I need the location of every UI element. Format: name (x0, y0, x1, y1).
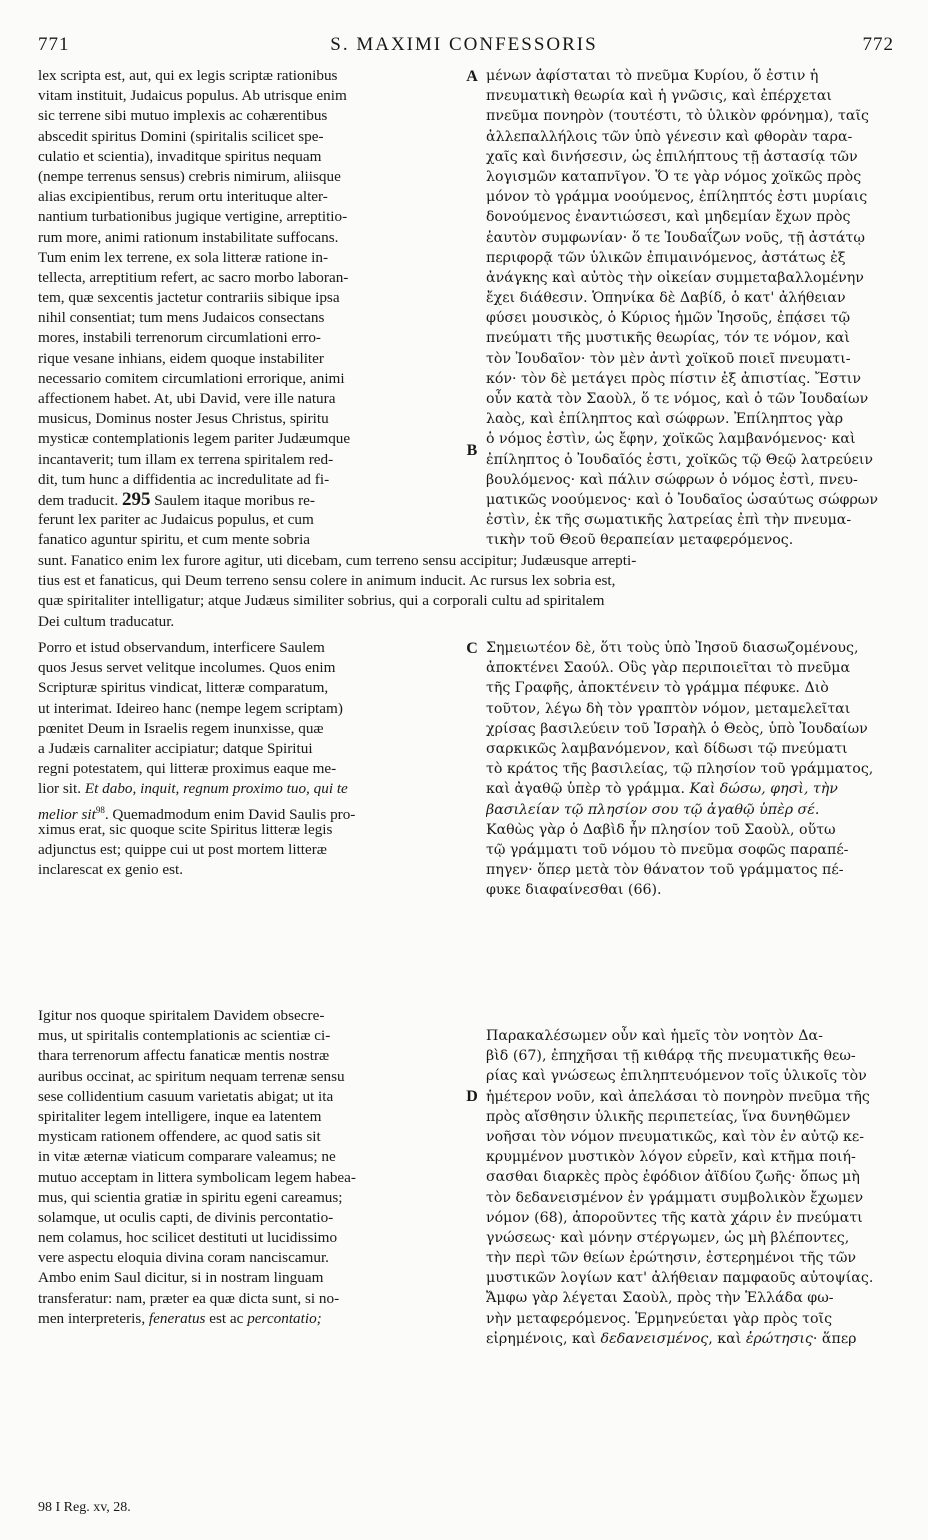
text-line: ἐστὶν, ἐκ τῆς σωματικῆς λατρείας ἐπὶ τὴν πνευμα- (486, 512, 852, 529)
text-line-tail: · ἅπερ (812, 1330, 857, 1347)
italic-word: feneratus (148, 1309, 206, 1327)
text-line: κρυμμένον μυστικὸν λόγον εὑρεῖν, καὶ κτῆμα ποιή- (486, 1149, 856, 1166)
text-line: mutuo acceptam in littera symbolicam legem habea- (38, 1168, 356, 1186)
text-line: vitam instituit, Judaicus populus. Ab utrisque enim (38, 87, 347, 105)
text-line: πνεύματι τῆς μυστικῆς θεωρίας, τόν τε νόμον, καὶ (486, 330, 850, 347)
text-line: ἡμέτερον νοῦν, καὶ ἀπελάσαι τὸ πονηρὸν πνεῦμα τῆς (486, 1088, 870, 1105)
text-line: Igitur nos quoque spiritalem Davidem obsecre- (38, 1007, 325, 1024)
text-line: Porro et istud observandum, interficere Saulem (38, 639, 325, 656)
text-line: μυστικῶν λογίων κατ' ἀλήθειαν παμφαοῦς αὐτοψίας. (486, 1270, 874, 1287)
text-line-mid: , καὶ (708, 1330, 742, 1347)
text-line: νὴν μεταφερόμενος. Ἑρμηνεύεται γὰρ πρὸς τοῖς (486, 1310, 833, 1327)
text-line: ximus erat, sic quoque scite Spiritus litteræ legis (38, 820, 333, 838)
text-line: ματικῶς νοούμενος· καὶ ὁ Ἰουδαῖος ὡσαύτως σώφρων (486, 491, 879, 508)
scripture-quote-end: melior sit (38, 805, 96, 823)
text-line: musicus, Dominus noster Jesus Christus, spiritu (38, 410, 329, 428)
scripture-quote: Et dabo, inquit, regnum proximo tuo, qui te (84, 780, 348, 798)
greek-block-2 (486, 638, 894, 900)
text-line: dit, tum hunc a diffidentia ac incredulitate ad fi- (38, 470, 330, 488)
text-line-mid: est ac (209, 1309, 244, 1327)
text-line: sunt. Fanatico enim lex furore agitur, uti dicebam, cum terreno sensu accipitur; Judæusque arrepti- (38, 552, 637, 569)
text-line: transferatur: nam, præter ea quæ dicta sunt, si no- (38, 1289, 340, 1307)
text-line: mysticæ contemplationis legem pariter Judæumque (38, 430, 351, 448)
text-line: nantium turbationibus jugique vertigine, arreptitio- (38, 208, 348, 226)
text-line: ἀποκτένει Σαούλ. Οὓς γὰρ περιποιεῖται τὸ πνεῦμα (486, 660, 851, 677)
text-line: nihil consentiat; tum mens Judaicos consectans (38, 309, 325, 327)
page-number-295: 295 (121, 488, 151, 510)
text-line: spiritaliter legem intelligere, inque ea latentem (38, 1107, 322, 1125)
right-column-number: 772 (862, 34, 894, 55)
text-line (38, 490, 462, 510)
text-line (486, 779, 894, 799)
text-line: sic terrene sibi mutuo implexis ac cohærentibus (38, 107, 328, 125)
marker-d: D (466, 1088, 478, 1105)
text-line-start: men interpreteris, (38, 1309, 146, 1327)
text-line: lex scripta est, aut, qui ex legis scriptæ rationibus (38, 67, 338, 84)
text-line: ferunt lex pariter ac Judaicus populus, et cum (38, 511, 314, 529)
text-line: βουλόμενος· καὶ πάλιν σώφρων ὁ νόμος ἐστὶ, πνευ- (486, 471, 858, 488)
text-line: tius est et fanaticus, qui Deum terreno sensu colere in animum inducit. Ac rursus lex sobria est, (38, 572, 616, 590)
text-line: τὸν Ἰουδαῖον· τὸν μὲν ἀντὶ χοϊκοῦ ποιεῖ πνευματι- (486, 350, 851, 367)
text-line: Σημειωτέον δὲ, ὅτι τοὺς ὑπὸ Ἰησοῦ διασωζομένους, (486, 640, 859, 656)
text-line: melior sit$^{98}$. Quemadmodum enim David Saulis pro- (38, 804, 356, 823)
text-line: culatio et scientia), invaditque spiritus nequam (38, 147, 322, 165)
text-line-start: καὶ ἀγαθῷ ὑπὲρ τὸ γράμμα. (486, 781, 686, 798)
text-line: δονούμενος ἐναντιώσεσι, καὶ μηδεμίαν ἔχων πρὸς (486, 209, 851, 226)
text-line: vere aspectu eloquia divina coram nanciscamur. (38, 1249, 329, 1267)
text-line: rique vesane inhians, eidem quoque instabiliter (38, 349, 324, 367)
marker-b: B (466, 442, 478, 459)
text-line: adjunctus est; quippe cui ut post mortem litteræ (38, 840, 327, 858)
text-line-start: εἰρημένοις, καὶ (486, 1330, 597, 1347)
italic-word: δεδανεισμένος (600, 1330, 709, 1347)
text-line: in vitæ æternæ viaticum comparare valeamus; ne (38, 1148, 336, 1166)
left-column-number: 771 (38, 34, 70, 55)
text-line: οὖν κατὰ τὸν Σαοὺλ, ὅ τε νόμος, καὶ ὁ τῶν Ἰουδαίων (486, 391, 869, 407)
text-line: νοῆσαι τὸν νόμον πνευματικῶς, καὶ τὸν ἐν αὐτῷ κε- (486, 1128, 865, 1145)
text-line: solamque, ut oculis capti, de divinis percontatio- (38, 1208, 334, 1226)
running-title: S. MAXIMI CONFESSORIS (330, 34, 598, 55)
text-line: χαῖς καὶ δινήσεσιν, ὡς ἐπιλήπτους τῇ ἀστασίᾳ τῶν (486, 148, 858, 165)
text-line: τικὴν τοῦ Θεοῦ θεραπείαν μεταφερόμενος. (486, 532, 794, 549)
latin-block-1 (38, 66, 462, 551)
text-line: μένων ἀφίσταται τὸ πνεῦμα Κυρίου, ὅ ἐστιν ἡ (486, 68, 819, 84)
text-line: πνεῦμα πονηρὸν (τουτέστι, τὸ ὑλικὸν φρόνημα), ταῖς (486, 108, 869, 125)
text-line: πνευματικὴ θεωρία καὶ ἡ γνῶσις, καὶ ἐπέρχεται (486, 88, 832, 105)
text-line: quos Jesus servet velitque incolumes. Quos enim (38, 659, 336, 677)
text-line: ut interimat. Ideireo hanc (nempe legem scriptam) (38, 699, 343, 717)
italic-word: percontatio; (247, 1309, 322, 1327)
italic-word: ἐρώτησις (745, 1330, 813, 1347)
text-line: ὁ νόμος ἐστὶν, ὡς ἔφην, χοϊκῶς λαμβανόμενος· καὶ (486, 431, 856, 448)
text-line: fanatico aguntur spiritu, et cum mente sobria (38, 531, 311, 549)
text-line: σασθαι διαρκὲς πρὸς ἐφόδιον ἀϊδίου ζωῆς· ὅπως μὴ (486, 1169, 860, 1186)
text-line: ἐπίληπτος ὁ Ἰουδαῖός ἐστι, χοϊκῶς τῷ Θεῷ λατρεύειν (486, 451, 874, 468)
text-line: alias excipientibus, rerum ortu interituque alter- (38, 188, 328, 206)
footnote-ref: 98 (95, 804, 105, 815)
text-line: Ἄμφω γὰρ λέγεται Σαοὺλ, πρὸς τὴν Ἑλλάδα φω- (486, 1290, 834, 1307)
text-line: tem, quæ sexcentis jactetur contrariis sibique ipsa (38, 289, 340, 307)
footnote: 98 I Reg. xv, 28. (38, 1500, 131, 1515)
text-line-tail: Saulem itaque moribus re- (154, 491, 315, 509)
text-line: ἔχει διάθεσιν. Ὁπηνίκα δὲ Δαβίδ, ὁ κατ' ἀλήθειαν (486, 290, 846, 307)
text-line: nem colamus, hoc scilicet destituti ut lucidissimo (38, 1229, 338, 1247)
text-line: mus, ut spiritalis contemplationis ac scientiæ ci- (38, 1027, 331, 1045)
text-line (38, 1309, 462, 1329)
text-line: βὶδ (67), ἐπηχῆσαι τῇ κιθάρᾳ τῆς πνευματικῆς θεω- (486, 1048, 856, 1065)
text-line (486, 1329, 894, 1349)
text-line: mus, qui scientia gratiæ in spiritu egeni careamus; (38, 1188, 343, 1206)
text-line: mysticam rationem offendere, ac quod satis sit (38, 1128, 321, 1146)
text-line: τῷ γράμματι τοῦ νόμου τὸ πνεῦμα σοφῶς παραπέ- (486, 841, 849, 858)
text-line: γνώσεως· καὶ μόνην στέργωμεν, ὡς μὴ βλέποντες, (486, 1229, 850, 1246)
text-line: τοῦτον, λέγω δὴ τὸν γραπτὸν νόμον, μεταμελεῖται (486, 700, 851, 717)
text-line: a Judæis carnaliter accipiatur; datque Spiritui (38, 739, 313, 757)
text-line: auribus occinat, ac spiritum nequam terrenæ sensu (38, 1067, 345, 1085)
text-line: φυκε διαφαίνεσθαι (66). (486, 882, 662, 899)
text-line: quæ spiritaliter intelligatur; atque Judæus similiter sobrius, qui a corporali cultu ad spiritalem (38, 592, 605, 610)
text-line: sese collidentium casuum varietatis abigat; ut ita (38, 1087, 334, 1105)
latin-block-2 (38, 638, 462, 880)
text-line: pœnitet Deum in Israelis regem inunxisse, quæ (38, 719, 324, 737)
text-line: inclarescat ex genio est. (38, 861, 184, 879)
greek-block-3 (486, 1026, 894, 1349)
text-line: mores, instabili terrenorum circumlationi erro- (38, 329, 321, 347)
text-line: incantaverit; tum illam ex terrena spiritalem red- (38, 450, 334, 468)
text-line: Παρακαλέσωμεν οὖν καὶ ἡμεῖς τὸν νοητὸν Δα- (486, 1028, 823, 1044)
scripture-quote: Καὶ δώσω, φησὶ, τὴν (689, 781, 838, 798)
text-line: Ambo enim Saul dicitur, si in nostram linguam (38, 1269, 324, 1287)
text-line: abscedit spiritus Domini (spiritalis scilicet spe- (38, 127, 324, 145)
text-line: Καθὼς γὰρ ὁ Δαβὶδ ἦν πλησίον τοῦ Σαοὺλ, οὕτω (486, 821, 836, 838)
text-line: χρίσας βασιλεύειν τοῦ Ἰσραὴλ ὁ Θεὸς, ὑπὸ Ἰουδαίων (486, 720, 868, 737)
text-line: φύσει μουσικὸς, ὁ Κύριος ἡμῶν Ἰησοῦς, ἐπᾴσει τῷ (486, 310, 851, 327)
text-line: ἀνάγκης καὶ αὐτὸς τὴν οἰκείαν συμμεταβαλλομένην (486, 269, 864, 286)
text-line: τὸ κράτος τῆς βασιλείας, τῷ πλησίον τοῦ γράμματος, (486, 761, 874, 778)
text-line: τῆς Γραφῆς, ἀποκτένειν τὸ γράμμα πέφυκε. Διὸ (486, 680, 829, 697)
greek-block-1 (486, 66, 894, 551)
text-line: affectionem habet. At, ubi David, vere ille natura (38, 390, 336, 407)
text-line: τὸν δεδανεισμένον ἐν γράμματι συμβολικὸν ἔχωμεν (486, 1189, 864, 1206)
text-line: Tum enim lex terrene, ex sola litteræ ratione in- (38, 248, 329, 266)
text-line: ρίας καὶ γνώσεως ἐπιληπτευόμενον τοῖς ὑλικοῖς τὸν (486, 1068, 867, 1085)
text-line: rum more, animi rationum instabilitate suffocans. (38, 228, 339, 246)
text-line-start: lior sit. (38, 780, 82, 798)
text-line: σαρκικῶς λαμβανόμενον, καὶ δίδωσι τῷ πνεύματι (486, 740, 848, 757)
text-line: tellecta, arreptitium refert, ac sacro morbo laboran- (38, 268, 349, 286)
text-line: Dei cultum traducatur. (38, 612, 175, 630)
text-line: thara terrenorum affectu fanaticæ mentis nostræ (38, 1047, 330, 1065)
full-width-block (38, 551, 896, 632)
text-line-tail: Quemadmodum enim David Saulis pro- (112, 805, 356, 823)
scripture-quote-end: βασιλείαν τῷ πλησίον σου τῷ ἀγαθῷ ὑπὲρ σέ. (486, 801, 820, 818)
text-line (38, 779, 462, 799)
text-line: περιφορᾷ τῶν ὑλικῶν ἐπιμαινόμενος, ἀστάτως ἐξ (486, 249, 846, 266)
text-line: λαὸς, καὶ ἐπίληπτος καὶ σώφρων. Ἐπίληπτος γὰρ (486, 411, 844, 428)
text-line: regni potestatem, qui litteræ proximus eaque me- (38, 760, 337, 778)
text-line: ἀλλεπαλλήλοις τῶν ὑπὸ γένεσιν καὶ φθορὰν ταρα- (486, 128, 853, 145)
text-line: κόν· τὸν δὲ μετάγει πρὸς πίστιν ἐξ ἀπιστίας. Ἔστιν (486, 370, 861, 387)
text-line: πηγεν· ὅπερ μετὰ τὸν θάνατον τοῦ γράμματος πέ- (486, 862, 844, 879)
text-line: λογισμῶν καταπνῖγον. Ὅ τε γὰρ νόμος χοϊκῶς πρὸς (486, 168, 862, 185)
text-line: μόνον τὸ γράμμα νοούμενος, ἐπίληπτός ἐστι μυρίαις (486, 189, 868, 206)
text-line: ἑαυτὸν συμφωνίαν· ὅ τε Ἰουδαΐζων νοῦς, τῇ ἀστάτῳ (486, 229, 865, 246)
text-line: πρὸς αἴσθησιν ὑλικῆς περιπετείας, ἵνα δυνηθῶμεν (486, 1108, 851, 1125)
marker-c: C (466, 640, 478, 657)
text-line: necessario comitem circumlationi errorique, animi (38, 369, 345, 387)
text-line: Scripturæ spiritus vindicat, litteræ comparatum, (38, 679, 329, 697)
text-line: τὴν περὶ τῶν θείων ἐρώτησιν, ἐστερημένοι τῆς τῶν (486, 1250, 857, 1267)
text-line: (nempe terrenus sensus) crebris nimirum, aliisque (38, 167, 341, 185)
latin-block-3 (38, 1006, 462, 1329)
text-line: νόμον (68), ἀποροῦντες τῆς κατὰ χάριν ἐν πνεύματι (486, 1209, 863, 1226)
marker-a: A (466, 68, 478, 85)
text-line-start: dem traducit. (38, 491, 119, 509)
